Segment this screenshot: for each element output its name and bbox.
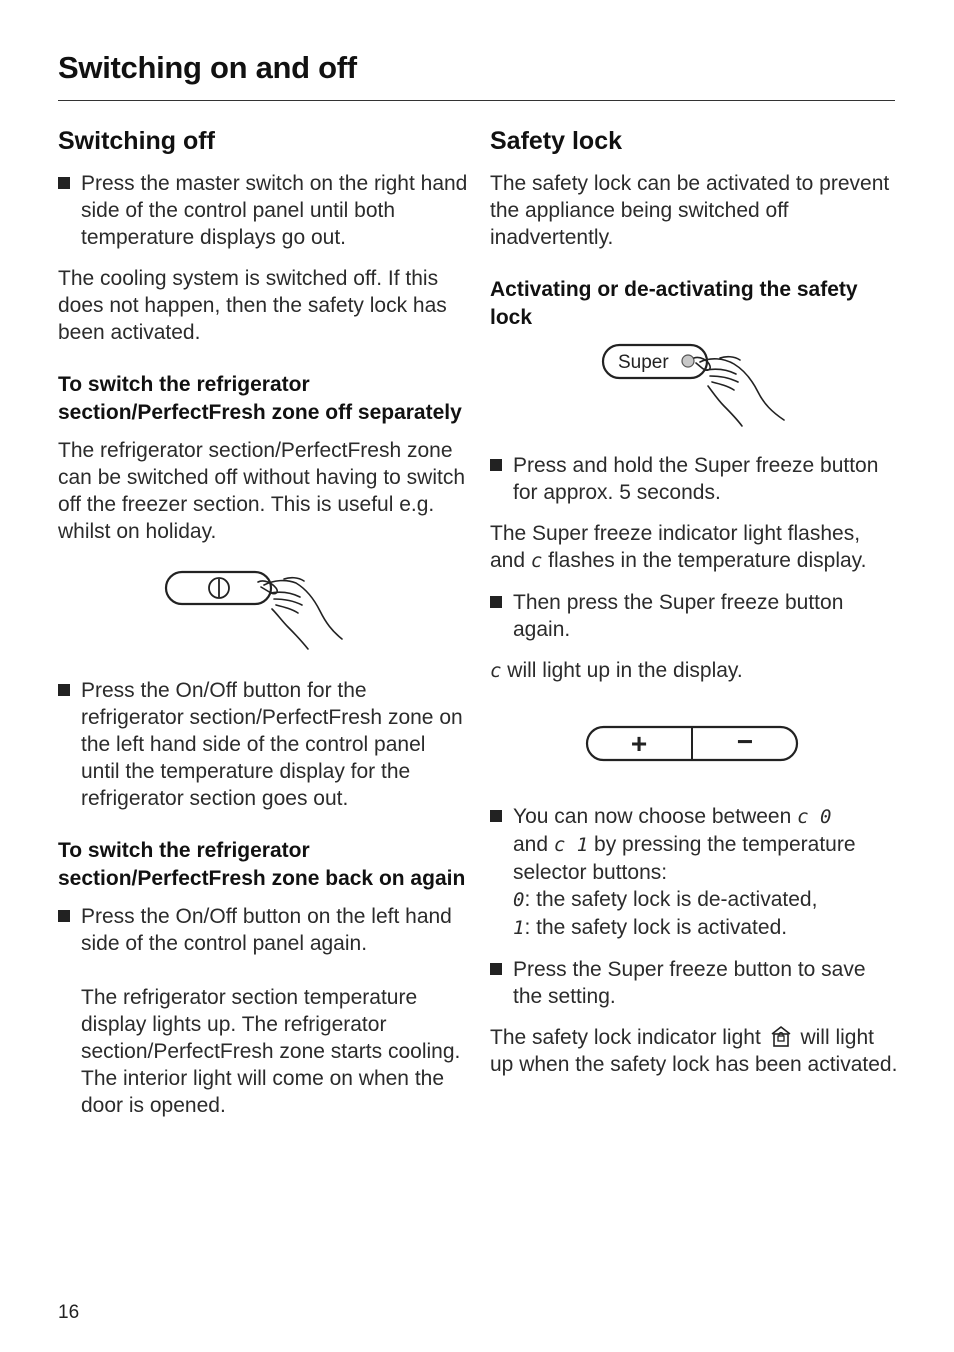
list-item: You can now choose between c 0 and c 1 by pressing the temperature selector buttons: 0: the safety lock is de-activated, 1: the safety lock is activated.: [490, 803, 900, 942]
on-off-button-illustration: [158, 559, 458, 663]
list-item: Press and hold the Super freeze button for approx. 5 seconds.: [490, 452, 900, 506]
list-item: Press the master switch on the right hand side of the control panel until both temperature displays go out.: [58, 170, 468, 251]
super-button-illustration: [600, 342, 900, 432]
page-title: Switching on and off: [58, 50, 357, 85]
right-column: [490, 124, 900, 1092]
bullet-square-icon: [490, 810, 502, 822]
list-item: Press the Super freeze button to save the setting.: [490, 956, 900, 1010]
paragraph: c will light up in the display.: [490, 659, 743, 682]
title-divider: [58, 100, 895, 101]
left-column: [58, 124, 468, 1133]
subheading-switch-off-separately: To switch the refrigerator section/PerfectFresh zone off separately: [58, 373, 462, 424]
paragraph: The refrigerator section/PerfectFresh zone can be switched off without having to switch off the freezer section. This is useful e.g. whilst on holiday.: [58, 439, 466, 543]
page-number: 16: [58, 1302, 80, 1323]
pressing-hand-icon: [694, 357, 784, 426]
display-symbol-c0: c 0: [797, 806, 832, 828]
paragraph: The cooling system is switched off. If this does not happen, then the safety lock has been activated.: [58, 267, 447, 344]
super-indicator-light: [682, 355, 694, 367]
safety-lock-icon: [769, 1024, 793, 1048]
list-item: Then press the Super freeze button again.: [490, 589, 900, 643]
plus-minus-buttons-figure: [490, 723, 900, 803]
bullet-square-icon: [490, 596, 502, 608]
paragraph: The Super freeze indicator light flashes, and c flashes in the temperature display.: [490, 522, 867, 572]
bullet-square-icon: [490, 963, 502, 975]
paragraph: The safety lock can be activated to prevent the appliance being switched off inadvertently.: [490, 172, 890, 249]
super-button-figure: [490, 342, 900, 432]
minus-icon: −: [736, 726, 754, 757]
switching-off-heading: Switching off: [58, 127, 215, 155]
display-symbol-0: 0: [513, 889, 525, 911]
display-symbol-1: 1: [513, 917, 525, 939]
plus-minus-buttons-illustration: [585, 723, 805, 767]
on-off-button-figure: [58, 559, 468, 663]
bullet-square-icon: [58, 684, 70, 696]
bullet-square-icon: [58, 910, 70, 922]
display-symbol-c: c: [490, 660, 502, 682]
paragraph: The safety lock indicator light will light up when the safety lock has been activated.: [490, 1026, 898, 1076]
list-item: Press the On/Off button for the refrigerator section/PerfectFresh zone on the left hand side of the control panel until the temperature display for the refrigerator section goes out.: [58, 677, 468, 812]
bullet-square-icon: [58, 177, 70, 189]
list-item: Press the On/Off button on the left hand side of the control panel again. The refrigerator section temperature display lights up. The refrigerator section/PerfectFresh zone starts cooling. The interior light will come on when the door is opened.: [58, 903, 468, 1119]
plus-icon: +: [630, 728, 648, 759]
safety-lock-heading: Safety lock: [490, 127, 623, 155]
display-symbol-c1: c 1: [553, 834, 589, 856]
bullet-square-icon: [490, 459, 502, 471]
subheading-activating-safety-lock: Activating or de-activating the safety lock: [490, 278, 858, 329]
display-symbol-c: c: [530, 550, 543, 572]
subheading-switch-back-on: To switch the refrigerator section/PerfectFresh zone back on again: [58, 839, 466, 890]
super-button-label: Super: [618, 352, 669, 373]
